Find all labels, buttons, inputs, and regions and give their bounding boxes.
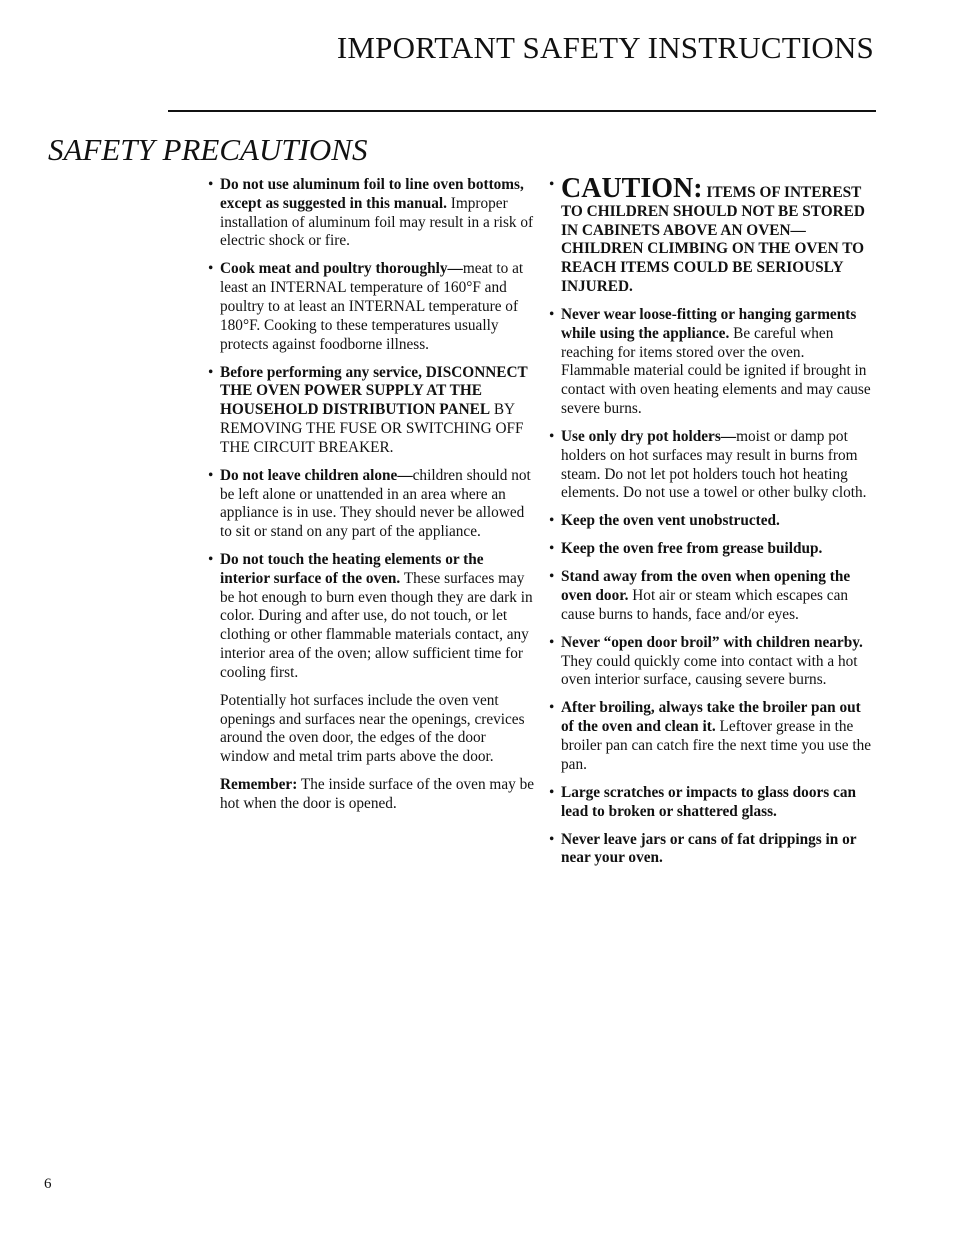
item-bold-text: Never “open door broil” with children nearby. <box>561 633 863 651</box>
caution-label: CAUTION: <box>561 173 703 204</box>
item-bold-text: Never leave jars or cans of fat drippings in or near your oven. <box>561 830 857 867</box>
page-number: 6 <box>44 1176 52 1192</box>
remember-text: The inside surface of the oven may be hot when the door is opened. <box>220 776 535 813</box>
caution-text: ITEMS OF INTEREST TO CHILDREN SHOULD NOT BE STORED IN CABINETS ABOVE AN OVEN—CHILDREN CLIMBING ON THE OVEN TO REACH ITEMS COULD BE SERIOUSLY INJURED. <box>561 184 865 295</box>
item-text: They could quickly come into contact with a hot oven interior surface, causing severe burns. <box>561 652 858 689</box>
item-bold-text: Stand away from the oven when opening the oven door. <box>561 568 851 605</box>
list-item <box>208 551 536 683</box>
item-bold-text: Large scratches or impacts to glass doors can lead to broken or shattered glass. <box>561 783 856 820</box>
section-title: SAFETY PRECAUTIONS <box>48 132 368 167</box>
item-text: Hot air or steam which escapes can cause burns to hands, face and/or eyes. <box>561 587 849 623</box>
list-item <box>208 176 536 251</box>
item-text: children should not be left alone or unattended in an area where an appliance is in use. They should never be allowed to sit or stand on any part of the appliance. <box>220 466 531 541</box>
item-bold-text: Keep the oven vent unobstructed. <box>561 512 780 530</box>
item-text: meat to at least an INTERNAL temperature of 160°F and poultry to at least an INTERNAL temperature of 180°F. Cooking to these temperatures usually protects against foodborne illness. <box>220 260 524 353</box>
page-header-title: IMPORTANT SAFETY INSTRUCTIONS <box>336 30 874 65</box>
item-text: moist or damp pot holders on hot surfaces may result in burns from steam. Do not let pot holders touch hot heating elements. Do not use a towel or other bulky cloth. <box>561 427 867 502</box>
list-item <box>549 568 876 624</box>
list-item <box>549 634 876 690</box>
item-bold-text: Use only dry pot holders— <box>561 427 737 445</box>
list-item <box>549 699 876 774</box>
header-divider <box>168 110 876 112</box>
item-bold-text: Do not leave children alone— <box>220 466 413 484</box>
item-text: Improper installation of aluminum foil may result in a risk of electric shock or fire. <box>220 194 534 250</box>
item-text: Be careful when reaching for items stored over the oven. Flammable material could be ignited if brought in contact with oven heating elements and may cause severe burns. <box>561 324 871 417</box>
item-bold-text: Do not use aluminum foil to line oven bottoms, except as suggested in this manual. <box>220 176 524 212</box>
right-column <box>549 173 876 877</box>
list-item <box>208 260 536 354</box>
list-item <box>549 831 876 869</box>
remember-paragraph <box>208 776 536 814</box>
item-text: Leftover grease in the broiler pan can catch fire the next time you use the pan. <box>561 718 872 773</box>
list-item <box>208 364 536 458</box>
list-item <box>208 467 536 542</box>
list-item <box>549 428 876 503</box>
item-bold-text: Cook meat and poultry thoroughly— <box>220 260 463 278</box>
item-bold-text: After broiling, always take the broiler pan out of the oven and clean it. <box>561 699 861 736</box>
item-bold-text: Keep the oven free from grease buildup. <box>561 540 823 558</box>
item-bold-text: Never wear loose-fitting or hanging garments while using the appliance. <box>561 305 857 342</box>
caution-item <box>549 173 876 297</box>
item-bold-text: Before performing any service, DISCONNECT THE OVEN POWER SUPPLY AT THE HOUSEHOLD DISTRIBUTION PANEL <box>220 363 528 419</box>
hot-surfaces-paragraph: Potentially hot surfaces include the oven vent openings and surfaces near the openings, crevices around the oven door, the edges of the door window and metal trim parts above the door. <box>220 691 525 766</box>
item-text: BY REMOVING THE FUSE OR SWITCHING OFF THE CIRCUIT BREAKER. <box>220 401 524 456</box>
list-item <box>549 540 876 559</box>
list-item <box>549 306 876 419</box>
remember-label: Remember: <box>220 776 298 794</box>
list-item <box>549 512 876 531</box>
list-item <box>549 784 876 822</box>
item-bold-text: Do not touch the heating elements or the interior surface of the oven. <box>220 551 484 587</box>
left-column <box>208 176 536 823</box>
item-text: These surfaces may be hot enough to burn even though they are dark in color. During and after use, do not touch, or let clothing or other flammable materials contact, any interior area of the oven; allow sufficient time for cooling first. <box>220 569 533 681</box>
